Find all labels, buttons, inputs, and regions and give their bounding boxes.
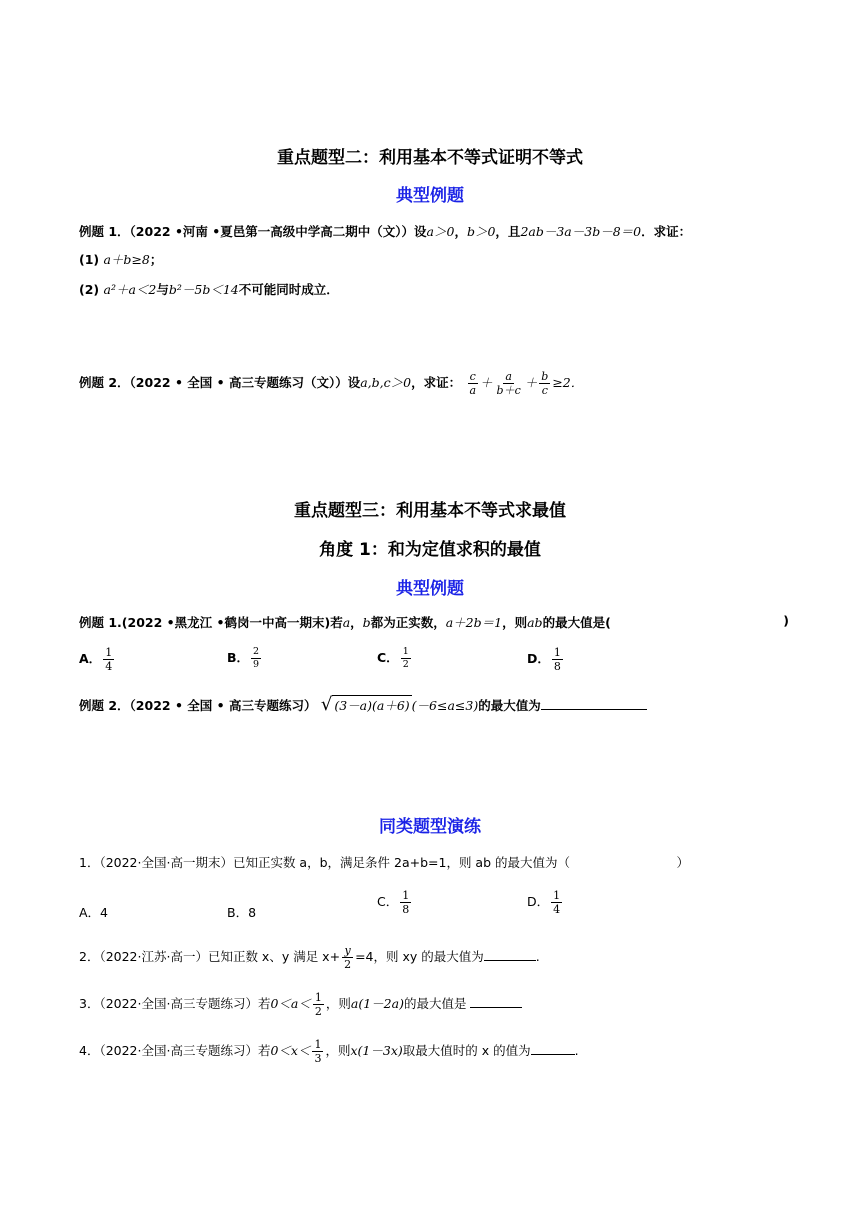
practice-q4-expr: x(1－3x)	[350, 1043, 403, 1058]
s2-example2	[79, 370, 583, 397]
practice-q2-end: .	[535, 949, 540, 964]
section3-angle: 角度 1：和为定值求积的最值	[319, 540, 541, 560]
practice-q3-expr: a(1－2a)	[350, 996, 404, 1011]
s3-example1	[79, 613, 789, 631]
s3-ex1-sep: ，	[350, 615, 363, 630]
s2-ex2-frac3: $\frac{b}{c}$	[541, 370, 549, 397]
s2-ex1-p1-num: (1)	[79, 252, 100, 267]
section2-title: 重点题型二：利用基本不等式证明不等式	[277, 148, 583, 168]
practice-q4-mid: ，则	[325, 1043, 351, 1058]
s2-ex1-part2	[79, 280, 339, 298]
s2-ex1-part1	[79, 250, 162, 268]
s3-ex1-mid2: ，则	[502, 615, 528, 630]
s3-ex1-tail: 的最大值是(	[542, 615, 611, 630]
practice-q1-close: ）	[676, 855, 689, 870]
practice-q4-frac: $\frac{1}{3}$	[314, 1038, 322, 1065]
s2-ex1-p2-mid: 与	[156, 282, 169, 297]
s2-ex1-p2-b: ²＋a＜2	[110, 282, 157, 297]
section2-subtitle: 典型例题	[396, 186, 464, 206]
s3-ex1-option-c: C． $\frac{1}{2}$	[377, 646, 409, 670]
practice-q4-blank[interactable]	[531, 1054, 575, 1055]
s2-ex1-cond3: 2ab－3a－3b－8＝0	[520, 224, 642, 239]
s3-ex2-radicand: (3－a)(a＋6)	[332, 695, 411, 714]
practice-q1-option-a: A．4	[79, 905, 109, 920]
s3-ex1-option-d-frac: $\frac{1}{8}$	[553, 646, 561, 673]
s2-ex1-p1-expr: a＋b≥8	[103, 252, 150, 267]
section3-subtitle: 典型例题	[396, 579, 464, 599]
practice-q1-option-d-frac: $\frac{1}{4}$	[553, 889, 561, 916]
s2-ex2-frac2: $\frac{a}{b+c}$	[496, 370, 521, 397]
s2-ex1-p2-tail: 不可能同时成立．	[238, 282, 339, 297]
practice-q1-option-c: C． $\frac{1}{8}$	[377, 889, 410, 916]
s3-ex1-a: a	[342, 615, 351, 630]
s2-ex2-plus2: ＋	[524, 375, 538, 390]
practice-q4-cond: 0＜x＜	[270, 1043, 311, 1058]
practice-q1	[79, 853, 689, 871]
practice-q1-option-c-frac: $\frac{1}{8}$	[402, 889, 410, 916]
practice-q4	[79, 1038, 579, 1065]
practice-q3-pre: 3．（2022·全国·高三专题练习）若	[79, 996, 271, 1011]
s2-ex2-plus1: ＋	[480, 375, 493, 390]
s2-ex1-cond2: b＞0	[466, 224, 496, 239]
s2-ex1-sep2: ，且	[495, 224, 521, 239]
s3-ex1-option-c-frac: $\frac{1}{2}$	[402, 646, 409, 670]
s3-ex1-close: )	[783, 613, 789, 628]
s3-ex1-b: b	[362, 615, 371, 630]
practice-q1-text: 1．（2022·全国·高一期末）已知正实数 a，b，满足条件 2a+b=1，则 ab 的最大值为（	[79, 855, 570, 870]
practice-q4-pre: 4．（2022·全国·高三专题练习）若	[79, 1043, 271, 1058]
s2-ex1-label: 例题 1．（2022 •河南 •夏邑第一高级中学高二期中（文））设	[79, 224, 427, 239]
s3-ex1-option-b: B． $\frac{2}{9}$	[227, 646, 260, 670]
practice-q2-post: =4，则 xy 的最大值为	[355, 949, 484, 964]
s3-ex1-option-b-frac: $\frac{2}{9}$	[253, 646, 260, 670]
s2-ex1-cond1: a＞0	[426, 224, 455, 239]
s2-example1	[79, 222, 691, 240]
s2-ex1-p2-num: (2)	[79, 282, 100, 297]
practice-q3-blank[interactable]	[470, 1007, 522, 1008]
practice-q4-tail: 取最大值时的 x 的值为	[402, 1043, 531, 1058]
s2-ex1-p2-a: a	[103, 282, 111, 297]
s3-ex1-mid: 都为正实数，	[370, 615, 446, 630]
s3-ex1-cond: a＋2b＝1	[445, 615, 503, 630]
practice-q2-pre: 2．（2022·江苏·高一）已知正数 x、y 满足 x+	[79, 949, 341, 964]
s2-ex1-sep1: ，	[454, 224, 467, 239]
s2-ex2-cond: a,b,c＞0	[360, 375, 412, 390]
s2-ex1-p2-expr2: b²－5b＜14	[168, 282, 239, 297]
s3-ex2-tail: 的最大值为	[478, 698, 541, 713]
s3-ex2-label: 例题 2．（2022 • 全国 • 高三专题练习）	[79, 698, 317, 713]
s2-ex1-p1-end: ；	[149, 252, 163, 267]
practice-title: 同类题型演练	[379, 817, 481, 837]
s2-ex2-ge: ≥2．	[552, 375, 584, 390]
practice-q2	[79, 944, 540, 971]
answer-blank[interactable]	[541, 709, 647, 710]
practice-q3-tail: 的最大值是	[403, 996, 467, 1011]
s3-ex2-range: (－6≤a≤3)	[411, 698, 479, 713]
practice-q3-cond: 0＜a＜	[270, 996, 311, 1011]
practice-q2-frac: $\frac{y}{2}$	[344, 944, 352, 971]
s2-ex2-mid: ，求证：	[411, 375, 462, 390]
s3-ex1-label: 例题 1.(2022 •黑龙江 •鹤岗一中高一期末)若	[79, 615, 343, 630]
practice-q3-mid: ，则	[325, 996, 351, 1011]
s3-example2	[79, 694, 647, 715]
practice-q3	[79, 991, 522, 1018]
s2-ex2-label: 例题 2．（2022 • 全国 • 高三专题练习（文））设	[79, 375, 361, 390]
practice-q3-frac: $\frac{1}{2}$	[314, 991, 322, 1018]
s3-ex1-option-a: A． $\frac{1}{4}$	[79, 646, 113, 673]
practice-q2-blank[interactable]	[484, 960, 536, 961]
practice-q4-end: .	[574, 1043, 579, 1058]
s3-ex1-ab: ab	[527, 615, 543, 630]
s2-ex2-frac1: $\frac{c}{a}$	[469, 370, 477, 397]
s3-ex1-option-a-frac: $\frac{1}{4}$	[105, 646, 113, 673]
sqrt-icon: √	[320, 694, 333, 715]
s2-ex1-tail: ．求证：	[641, 224, 692, 239]
practice-q1-option-d: D． $\frac{1}{4}$	[527, 889, 561, 916]
practice-q1-option-b: B．8	[227, 905, 257, 920]
section3-title: 重点题型三：利用基本不等式求最值	[294, 501, 566, 521]
s3-ex1-option-d: D． $\frac{1}{8}$	[527, 646, 561, 673]
